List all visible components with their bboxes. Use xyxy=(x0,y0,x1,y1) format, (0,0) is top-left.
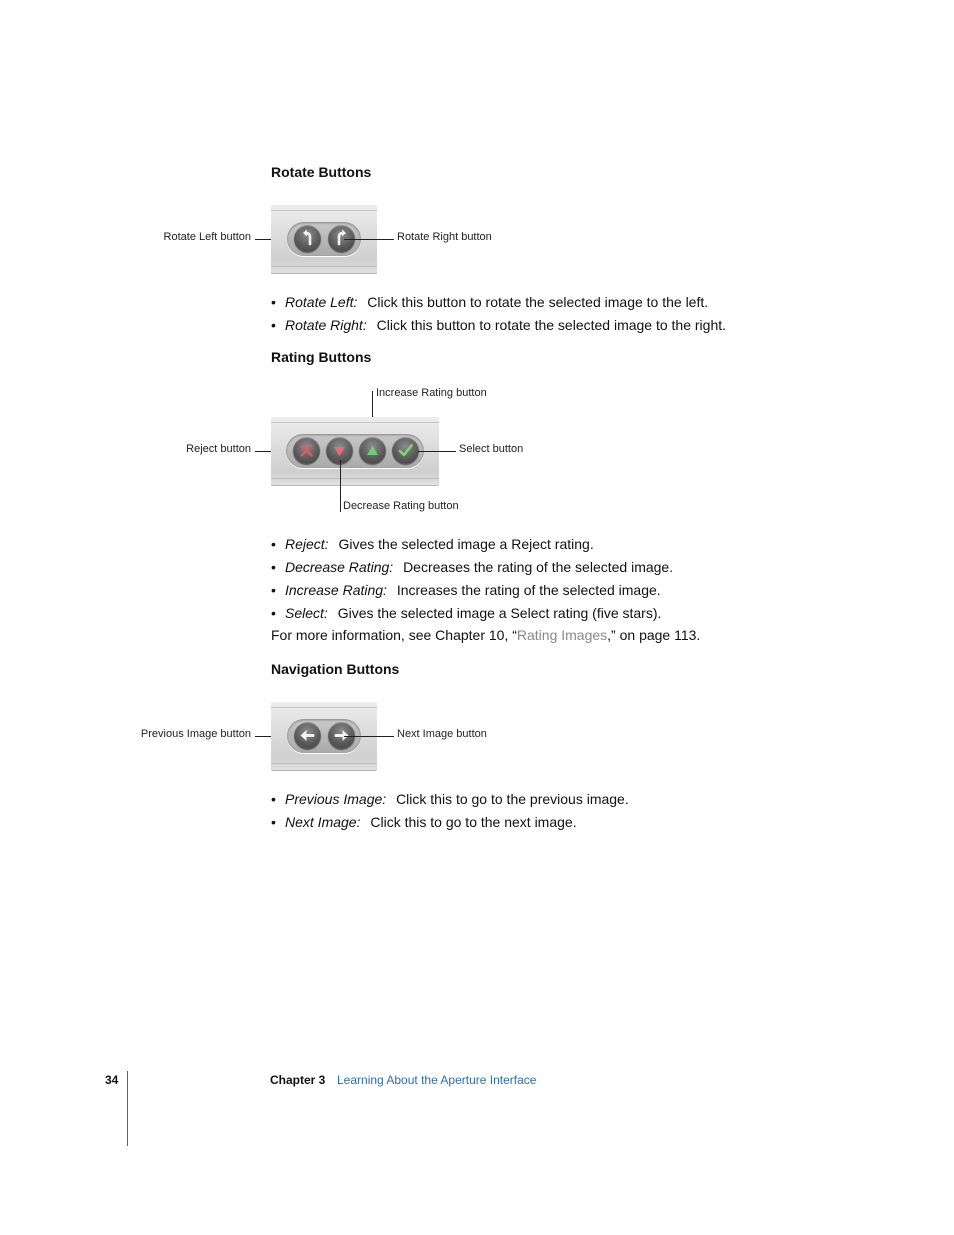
list-item: • Next Image: Click this to go to the next image. xyxy=(271,814,577,830)
more-information-paragraph: For more information, see Chapter 10, “Rating Images,” on page 113. xyxy=(271,627,701,643)
list-item: • Reject: Gives the selected image a Reject rating. xyxy=(271,536,594,552)
reject-callout: Reject button xyxy=(186,443,251,455)
list-item: • Previous Image: Click this to go to the previous image. xyxy=(271,791,629,807)
decrease-rating-callout: Decrease Rating button xyxy=(343,500,459,512)
previous-image-button[interactable] xyxy=(294,722,321,749)
previous-image-callout: Previous Image button xyxy=(140,728,251,740)
rotate-right-leader xyxy=(344,239,394,240)
increase-rating-callout: Increase Rating button xyxy=(376,387,487,399)
reject-button[interactable] xyxy=(293,437,320,464)
increase-rating-button[interactable] xyxy=(359,437,386,464)
navigation-bullet-list xyxy=(271,788,629,834)
rating-images-link[interactable]: Rating Images xyxy=(516,627,608,643)
select-button[interactable] xyxy=(392,437,419,464)
rotate-left-icon xyxy=(294,225,321,252)
list-item: • Select: Gives the selected image a Select rating (five stars). xyxy=(271,605,662,621)
rating-buttons-heading: Rating Buttons xyxy=(271,349,372,365)
footer-divider xyxy=(127,1071,128,1146)
chapter-label: Chapter 3 xyxy=(270,1073,326,1087)
rotate-left-button[interactable] xyxy=(294,225,321,252)
navigation-buttons-heading: Navigation Buttons xyxy=(271,661,400,677)
rating-bullet-list xyxy=(271,533,673,625)
rotate-right-callout: Rotate Right button xyxy=(397,231,492,243)
rotate-buttons-heading: Rotate Buttons xyxy=(271,164,372,180)
list-item: • Rotate Left: Click this button to rotate the selected image to the left. xyxy=(271,294,709,310)
next-image-leader xyxy=(344,736,394,737)
reject-x-icon xyxy=(293,437,320,464)
list-item: • Increase Rating: Increases the rating of the selected image. xyxy=(271,582,661,598)
rotate-bullet-list xyxy=(271,291,726,337)
triangle-up-icon xyxy=(359,437,386,464)
next-image-callout: Next Image button xyxy=(397,728,487,740)
decrease-rating-leader xyxy=(340,460,341,512)
checkmark-icon xyxy=(392,437,419,464)
rotate-left-callout: Rotate Left button xyxy=(163,231,251,243)
rating-toolbar xyxy=(271,417,439,486)
select-callout: Select button xyxy=(459,443,524,455)
list-item: • Decrease Rating: Decreases the rating of the selected image. xyxy=(271,559,674,575)
page-number: 34 xyxy=(105,1073,119,1087)
list-item: • Rotate Right: Click this button to rotate the selected image to the right. xyxy=(271,317,727,333)
arrow-left-icon xyxy=(294,722,321,749)
chapter-title-link[interactable]: Learning About the Aperture Interface xyxy=(337,1073,537,1087)
select-leader xyxy=(418,451,456,452)
